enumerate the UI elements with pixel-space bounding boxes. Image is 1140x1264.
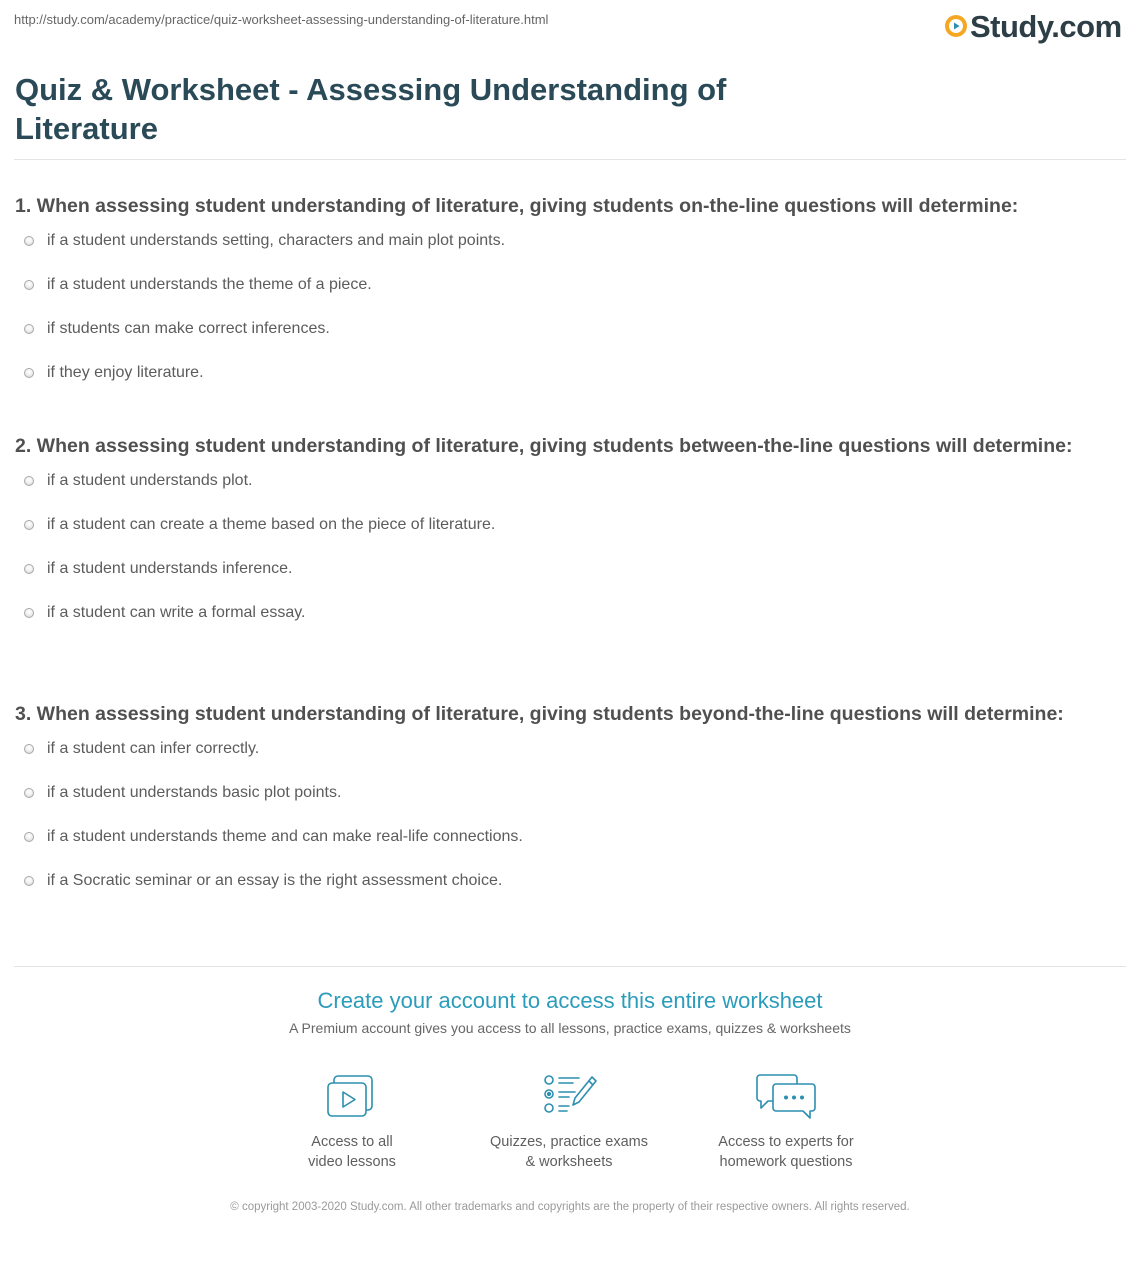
feature-video-lessons: [252, 1072, 452, 1172]
answer-text: if a student understands basic plot points.: [47, 784, 342, 801]
answer-option[interactable]: [15, 351, 1115, 395]
radio-button[interactable]: [24, 744, 34, 754]
video-lessons-icon: [324, 1072, 380, 1120]
radio-button[interactable]: [24, 564, 34, 574]
logo-text: Study.com: [970, 8, 1122, 44]
answer-text: if a student understands plot.: [47, 472, 253, 489]
premium-description: A Premium account gives you access to all lessons, practice exams, quizzes & worksheets: [289, 1020, 851, 1036]
answer-text: if students can make correct inferences.: [47, 320, 330, 337]
question-text: 1. When assessing student understanding of literature, giving students on-the-line questions will determine:: [15, 195, 1019, 217]
question-text: 3. When assessing student understanding of literature, giving students beyond-the-line questions will determine:: [15, 703, 1064, 725]
answer-option[interactable]: [15, 591, 1115, 635]
answer-text: if a student understands the theme of a piece.: [47, 276, 372, 293]
questions-divider: [14, 966, 1126, 967]
answer-option[interactable]: [15, 859, 1115, 903]
radio-button[interactable]: [24, 832, 34, 842]
answer-option[interactable]: [15, 547, 1115, 591]
answer-text: if they enjoy literature.: [47, 364, 204, 381]
feature-label: Access to all video lessons: [308, 1134, 396, 1170]
page-url: http://study.com/academy/practice/quiz-worksheet-assessing-understanding-of-literature.html: [14, 12, 549, 27]
answer-text: if a student can create a theme based on the piece of literature.: [47, 516, 496, 533]
feature-quizzes: [469, 1072, 669, 1172]
answer-option[interactable]: [15, 263, 1115, 307]
answer-option[interactable]: [15, 503, 1115, 547]
radio-button[interactable]: [24, 608, 34, 618]
feature-label: Access to experts for homework questions: [718, 1134, 854, 1170]
answer-option[interactable]: [15, 815, 1115, 859]
feature-label: Quizzes, practice exams & worksheets: [490, 1134, 648, 1170]
feature-experts: [686, 1072, 886, 1172]
title-divider: [14, 159, 1126, 160]
answer-text: if a student understands setting, characters and main plot points.: [47, 232, 506, 249]
expert-chat-icon: [754, 1072, 818, 1120]
question-text: 2. When assessing student understanding of literature, giving students between-the-line questions will determine:: [15, 435, 1073, 457]
create-account-link[interactable]: Create your account to access this entire worksheet: [317, 988, 823, 1013]
radio-button[interactable]: [24, 876, 34, 886]
answer-list: [15, 727, 1115, 903]
answer-list: [15, 459, 1115, 635]
answer-text: if a student can write a formal essay.: [47, 604, 306, 621]
copyright-notice: © copyright 2003-2020 Study.com. All other trademarks and copyrights are the property of their respective owners. All rights reserved.: [230, 1201, 910, 1213]
quiz-checklist-icon: [539, 1072, 599, 1120]
radio-button[interactable]: [24, 368, 34, 378]
page-title: Quiz & Worksheet - Assessing Understanding of Literature: [15, 72, 727, 146]
question-3: [15, 700, 1115, 903]
question-1: [15, 192, 1115, 395]
answer-option[interactable]: [15, 307, 1115, 351]
study-logo[interactable]: [944, 6, 1122, 46]
answer-text: if a student can infer correctly.: [47, 740, 260, 757]
answer-option[interactable]: [15, 219, 1115, 263]
radio-button[interactable]: [24, 520, 34, 530]
answer-list: [15, 219, 1115, 395]
radio-button[interactable]: [24, 476, 34, 486]
radio-button[interactable]: [24, 280, 34, 290]
radio-button[interactable]: [24, 324, 34, 334]
radio-button[interactable]: [24, 788, 34, 798]
answer-text: if a Socratic seminar or an essay is the right assessment choice.: [47, 872, 503, 889]
question-2: [15, 432, 1115, 635]
answer-text: if a student understands inference.: [47, 560, 293, 577]
answer-option[interactable]: [15, 459, 1115, 503]
answer-option[interactable]: [15, 771, 1115, 815]
play-circle-logo-icon: [944, 14, 968, 38]
answer-text: if a student understands theme and can make real-life connections.: [47, 828, 523, 845]
answer-option[interactable]: [15, 727, 1115, 771]
radio-button[interactable]: [24, 236, 34, 246]
